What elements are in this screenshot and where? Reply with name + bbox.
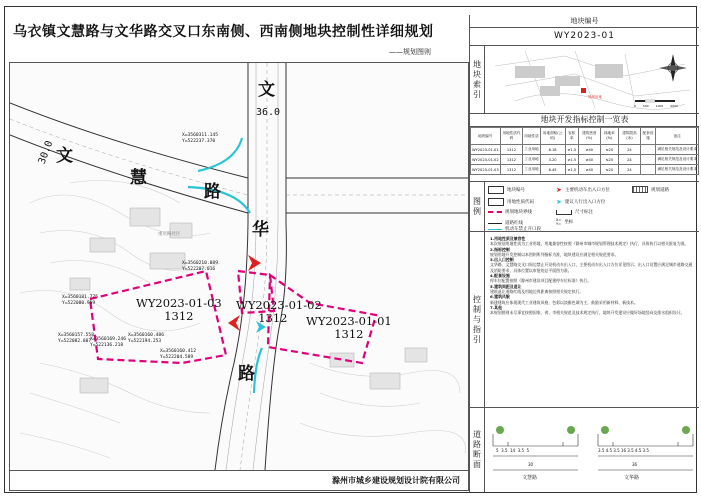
road-name-lu-lower: 路 [238,364,255,384]
road-width-wenhui: 30.0 [36,139,56,166]
plot-number-value: WY2023-01 [553,31,615,41]
road-name-hui: 慧 [130,168,147,188]
drawing-sheet [4,6,697,493]
plot-label-03 [136,297,222,323]
plot-id: WY2023-01-01 [306,314,392,328]
coordinate-label: X=3560181.775 Y=522080.959 [62,295,98,306]
legend-label: 图例 [470,182,485,232]
table-row: WY2023-01-02 1312 工业用地 3.20 ≥1.5 ≥40 ≤20 24 满足相关规范及设计要求 [471,155,699,165]
road-section-area [470,407,699,492]
indicator-table-section [470,113,699,182]
tree-icon [496,426,690,434]
plan-map-canvas [10,63,468,470]
scale-bar [635,100,675,102]
road-name-wen-left: 文 [56,146,73,166]
land-use-code: 1312 [164,309,194,323]
legend-item: 规划道路 [632,186,669,193]
coordinate-label: X=3560169.246 Y=522136.218 [90,337,126,348]
legend-item: ➤ 建议人行出入口方位 [556,198,606,206]
road-width-wenhua: 36.0 [256,107,281,118]
road-section-dims-2: 3.5 4.5 3.5 16 3.5 4.5 3.5 [598,448,649,453]
legend-item: X= Y= 坐标 [556,218,574,226]
road-name-wen-upper: 文 [258,80,275,100]
table-row: WY2023-01-01 1312 工业用地 6.18 ≥1.5 ≥40 ≤20 24 满足相关规范及设计要求 [471,145,699,155]
plot-number-label: 地块编号 [470,15,699,28]
road-section-caption-2: 文华路 [624,475,640,481]
cyan-curve-icon [488,229,502,230]
control-guidance-section [470,231,699,408]
red-arrow-icon: ➤ [556,186,562,194]
plot-number-box [470,15,699,45]
magenta-dashed-line-icon [488,211,502,213]
legend-item: ➤ 主要机动车出入口方位 [556,186,610,194]
road-section-dims-1: 5 3.5 14 3.5 5 [496,448,530,453]
land-use-code: 1312 [334,327,364,341]
page-title: 乌衣镇文慧路与文华路交叉口东南侧、西南侧地块控制性详细规划 [13,24,434,40]
cyan-arrow-icon: ➤ [556,198,562,206]
plan-map [9,62,469,471]
land-use-code-box-icon [488,198,504,206]
road-section-total-2: 36 [632,462,638,467]
coordinate-label: X=3560210.089 Y=522207.016 [182,261,218,272]
plot-id: WY2023-01-02 [236,298,322,312]
legend-item: 规划地块界线 [488,209,532,215]
legend-item: 尺寸标注 [556,209,593,215]
location-index-label: 地块索引 [470,46,485,114]
indicator-table-title: 地块开发指标控制一览表 [470,114,699,127]
legend-section [470,181,699,232]
road-name-lu-upper: 路 [204,182,221,202]
control-guidance-label: 控制与指引 [470,232,485,408]
neighbor-label: 重庆路社区 [158,232,181,237]
location-marker-text: 规划用地 [588,95,602,99]
road-section-caption-1: 文慧路 [522,475,538,481]
legend-item: 地块编号 [488,186,525,194]
plot-id: WY2023-01-03 [136,296,222,310]
road-name-hua: 华 [252,220,269,240]
coordinate-icon: X= Y= [556,218,562,226]
legend-item: 机动车禁止开口段 [488,226,541,232]
footer [9,471,469,491]
legend-item: 用地性质代码 [488,198,534,206]
legend-item: 道路红线 [488,220,523,226]
control-guidance-text: 1.用地性质及兼容性 本次规划用地性质为工业用地，用地兼容性按照《滁州市城市规划管理技术规定》执行，具体执行以相关批复为准。 2.指标控制 规划用地开发控制以本图则所列指标为准，地块建设应满足相关规范要求。 3.出入口控制 文华路、文慧路交叉口周边禁止开设机动车出入口，主要机动车出入口方位详见图示；出入口设置应满足城市道路交通及消防要求，具体位置以审批的总平面图为准。 4.配套设施 停车位配置按照《滁州市建设项目配建停车位标准》执行。 5.建筑间距及退让 建筑退让道路红线及用地边界距离按照相关规定执行。 6.建筑风貌 新建建筑应体现现代工业建筑风格，色彩以淡雅色调为主，鼓励采用新材料、新技术。 7.其他 本规划图则未尽事宜按照国家、省、市相关规范及技术规定执行，地块开发建设应做好场地竖向及排水组织设计。 [490,236,693,316]
dimension-icon [556,210,572,215]
coordinate-label: X=3560160.412 Y=522204.589 [160,349,196,360]
footer-organization: 滁州市城乡建设规划设计院有限公司 [332,476,460,485]
compass-icon [659,54,687,82]
location-index [470,45,699,114]
location-index-map [485,46,699,113]
coordinate-label: X=3560160.486 Y=522194.253 [128,333,164,344]
table-header-row: 地块编号 用地性质代码 用地性质 用地面积(公顷) 容积率 建筑密度(%) 绿地率(%) 建筑限高(米) 配套设施 备注 [471,128,699,145]
indicator-table [470,127,699,175]
road-section-total-1: 30 [528,462,534,467]
plot-code-box-icon [488,186,504,194]
plot-location-marker [581,88,586,93]
black-line-icon [488,223,502,224]
coordinate-label: X=3560311.145 Y=522237.370 [182,133,218,144]
plot-label-01 [306,315,392,341]
info-column [469,15,699,492]
road-section-label: 道路断面 [470,408,485,492]
scale-ticks: 0 500 1000 2000 [634,104,678,108]
page-subtitle: ——规划图则 [389,48,431,56]
coordinate-label: X=3560157.558 Y=522082.807 [58,333,94,344]
table-row: WY2023-01-03 1312 工业用地 6.45 ≥1.5 ≥40 ≤20 24 满足相关规范及设计要求 [471,165,699,175]
land-use-code: 1312 [258,311,288,325]
road-pattern-icon [632,186,648,193]
